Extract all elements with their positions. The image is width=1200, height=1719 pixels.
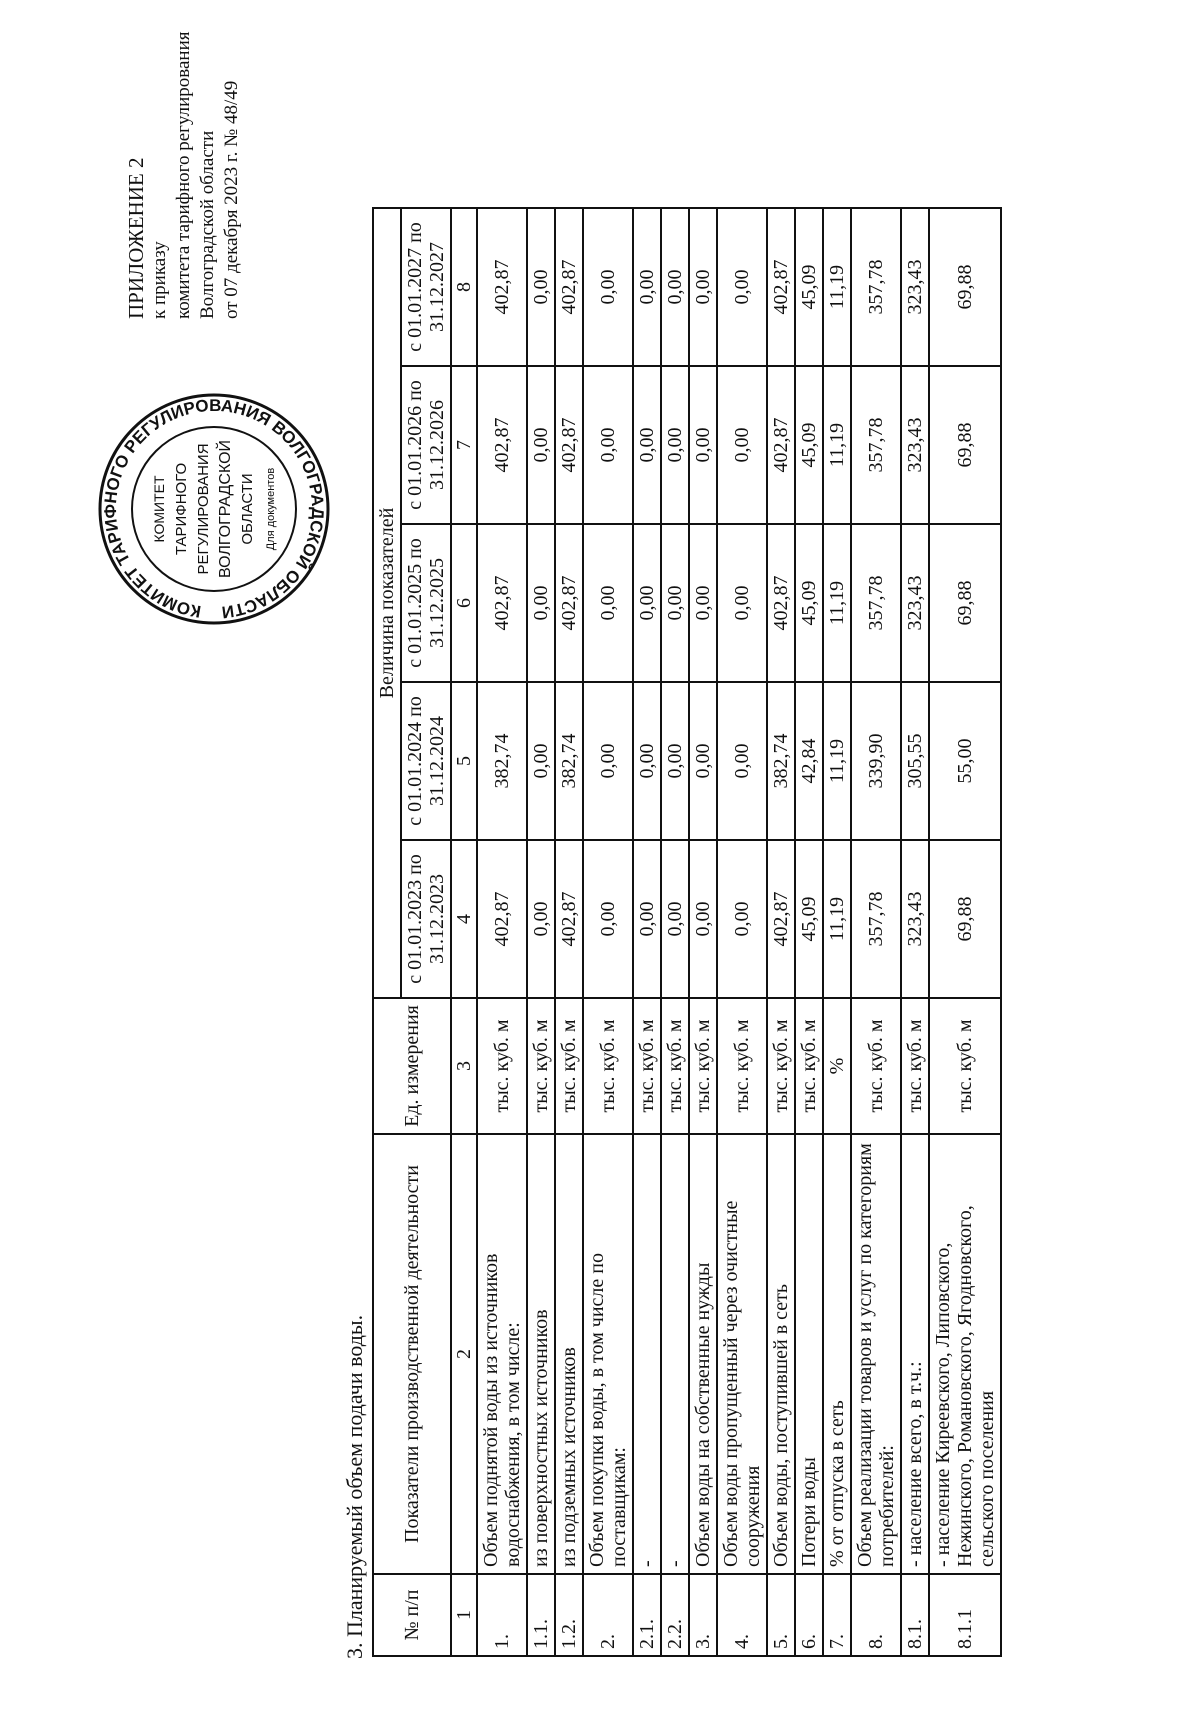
column-number-cell: 2 [451,1134,477,1574]
row-indicator: - [661,1134,689,1574]
column-number-cell: 6 [451,524,477,682]
row-indicator: Объем реализации товаров и услуг по категориям потребителей: [851,1134,901,1574]
column-number-cell: 8 [451,208,477,366]
row-indicator: из поверхностных источников [527,1134,555,1574]
row-value: 0,00 [661,682,689,840]
row-value: 402,87 [555,840,583,998]
row-value: 0,00 [583,682,633,840]
header-values-group: Величина показателей [373,208,401,998]
row-value: 42,84 [795,682,823,840]
row-value: 382,74 [477,682,527,840]
row-value: 323,43 [901,208,929,366]
row-value: 11,19 [823,682,851,840]
row-value: 382,74 [555,682,583,840]
table-row [633,208,661,1656]
row-unit: тыс. куб. м [689,998,717,1134]
table-row [795,208,823,1656]
table-row [717,208,767,1656]
row-number: 5. [767,1574,795,1656]
table-row [929,208,1001,1656]
row-value: 0,00 [689,840,717,998]
row-indicator: Потери воды [795,1134,823,1574]
header-no: № п/п [373,1574,451,1656]
row-indicator: из подземных источников [555,1134,583,1574]
column-number-row [451,208,477,1656]
header-period: с 01.01.2023 по 31.12.2023 [401,840,451,998]
row-value: 339,90 [851,682,901,840]
row-number: 1.1. [527,1574,555,1656]
table-row [527,208,555,1656]
row-number: 4. [717,1574,767,1656]
row-unit: тыс. куб. м [633,998,661,1134]
row-value: 0,00 [527,366,555,524]
row-value: 11,19 [823,366,851,524]
table-row [823,208,851,1656]
section-title: 3. Планируемый объем подачи воды. [342,1314,367,1659]
row-value: 402,87 [767,366,795,524]
header-period: с 01.01.2027 по 31.12.2027 [401,208,451,366]
row-value: 402,87 [767,524,795,682]
row-value: 402,87 [767,208,795,366]
header-period: с 01.01.2025 по 31.12.2025 [401,524,451,682]
appendix-line-1: к приказу [149,241,170,319]
row-value: 11,19 [823,208,851,366]
seal-center-line: ОБЛАСТИ [239,473,256,545]
row-value: 45,09 [795,366,823,524]
appendix-line-4: от 07 декабря 2023 г. № 48/49 [221,80,242,319]
table-row [689,208,717,1656]
row-value: 69,88 [929,840,1001,998]
row-value: 0,00 [689,208,717,366]
row-value: 0,00 [717,524,767,682]
row-value: 0,00 [633,366,661,524]
row-number: 8. [851,1574,901,1656]
row-indicator: - [633,1134,661,1574]
table-row [661,208,689,1656]
svg-text:КОМИТЕТ ТАРИФНОГО РЕГУЛИРОВАНИ: КОМИТЕТ ТАРИФНОГО РЕГУЛИРОВАНИЯ ВОЛГОГРАДСКОЙ ОБЛАСТИ [100,395,328,622]
water-supply-table [372,207,1002,1657]
row-indicator: - население Киреевского, Липовского, Нежинского, Романовского, Ягодновского, сельского поселения [929,1134,1001,1574]
row-value: 0,00 [717,208,767,366]
row-value: 402,87 [477,208,527,366]
row-value: 0,00 [661,208,689,366]
row-number: 7. [823,1574,851,1656]
row-value: 357,78 [851,208,901,366]
row-number: 2.1. [633,1574,661,1656]
row-value: 357,78 [851,366,901,524]
row-unit: тыс. куб. м [527,998,555,1134]
row-value: 0,00 [527,524,555,682]
row-value: 0,00 [583,524,633,682]
official-seal [94,389,334,629]
row-value: 0,00 [633,840,661,998]
row-value: 0,00 [689,682,717,840]
column-number-cell: 4 [451,840,477,998]
row-value: 402,87 [477,524,527,682]
row-number: 1.2. [555,1574,583,1656]
row-value: 323,43 [901,366,929,524]
row-indicator: Объем воды, поступившей в сеть [767,1134,795,1574]
row-indicator: Объем воды на собственные нужды [689,1134,717,1574]
row-value: 0,00 [633,524,661,682]
row-unit: тыс. куб. м [851,998,901,1134]
row-unit: тыс. куб. м [901,998,929,1134]
row-indicator: Объем воды пропущенный через очистные сооружения [717,1134,767,1574]
row-value: 0,00 [717,366,767,524]
row-value: 69,88 [929,208,1001,366]
header-period: с 01.01.2026 по 31.12.2026 [401,366,451,524]
row-unit: тыс. куб. м [767,998,795,1134]
row-value: 0,00 [689,366,717,524]
table-row [477,208,527,1656]
row-value: 402,87 [555,208,583,366]
row-value: 0,00 [583,208,633,366]
row-value: 402,87 [477,366,527,524]
row-value: 0,00 [527,682,555,840]
row-value: 323,43 [901,840,929,998]
row-number: 8.1. [901,1574,929,1656]
appendix-line-2: комитета тарифного регулирования [173,31,194,319]
row-value: 45,09 [795,208,823,366]
row-value: 402,87 [555,524,583,682]
row-number: 6. [795,1574,823,1656]
row-value: 69,88 [929,366,1001,524]
row-value: 0,00 [583,840,633,998]
row-value: 11,19 [823,840,851,998]
row-value: 0,00 [527,840,555,998]
row-value: 11,19 [823,524,851,682]
row-value: 323,43 [901,524,929,682]
appendix-title: ПРИЛОЖЕНИЕ 2 [124,157,148,319]
row-unit: тыс. куб. м [555,998,583,1134]
row-indicator: Объем покупки воды, в том числе по поставщикам: [583,1134,633,1574]
seal-center-line: Для документов [265,467,277,551]
row-value: 357,78 [851,840,901,998]
row-value: 55,00 [929,682,1001,840]
row-unit: % [823,998,851,1134]
row-value: 45,09 [795,524,823,682]
table-row [767,208,795,1656]
row-value: 0,00 [633,682,661,840]
row-value: 382,74 [767,682,795,840]
row-value: 402,87 [477,840,527,998]
column-number-cell: 7 [451,366,477,524]
row-value: 0,00 [717,682,767,840]
row-unit: тыс. куб. м [929,998,1001,1134]
seal-center-line: РЕГУЛИРОВАНИЯ [195,443,212,575]
row-number: 3. [689,1574,717,1656]
row-unit: тыс. куб. м [477,998,527,1134]
row-indicator: % от отпуска в сеть [823,1134,851,1574]
seal-center-line: ТАРИФНОГО [173,462,190,556]
appendix-line-3: Волгоградской области [197,130,218,319]
row-value: 0,00 [633,208,661,366]
row-value: 45,09 [795,840,823,998]
row-value: 0,00 [661,840,689,998]
row-indicator: - население всего, в т.ч.: [901,1134,929,1574]
row-value: 0,00 [717,840,767,998]
table-row [583,208,633,1656]
column-number-cell: 1 [451,1574,477,1656]
row-number: 1. [477,1574,527,1656]
row-number: 2. [583,1574,633,1656]
row-value: 0,00 [583,366,633,524]
table-row [851,208,901,1656]
column-number-cell: 3 [451,998,477,1134]
header-indicator: Показатели производственной деятельности [373,1134,451,1574]
table-row [555,208,583,1656]
row-unit: тыс. куб. м [717,998,767,1134]
row-value: 69,88 [929,524,1001,682]
appendix-header [124,31,244,319]
row-value: 0,00 [527,208,555,366]
row-unit: тыс. куб. м [795,998,823,1134]
row-value: 0,00 [689,524,717,682]
row-value: 0,00 [661,366,689,524]
row-unit: тыс. куб. м [661,998,689,1134]
row-number: 2.2. [661,1574,689,1656]
seal-center-line: КОМИТЕТ [151,475,167,543]
seal-center-line: ВОЛГОГРАДСКОЙ [217,439,234,579]
row-value: 305,55 [901,682,929,840]
row-value: 0,00 [661,524,689,682]
row-value: 402,87 [767,840,795,998]
row-unit: тыс. куб. м [583,998,633,1134]
row-indicator: Объем поднятой воды из источников водоснабжения, в том числе: [477,1134,527,1574]
header-period: с 01.01.2024 по 31.12.2024 [401,682,451,840]
column-number-cell: 5 [451,682,477,840]
row-value: 402,87 [555,366,583,524]
header-unit: Ед. измерения [373,998,451,1134]
table-row [901,208,929,1656]
row-value: 357,78 [851,524,901,682]
row-number: 8.1.1 [929,1574,1001,1656]
